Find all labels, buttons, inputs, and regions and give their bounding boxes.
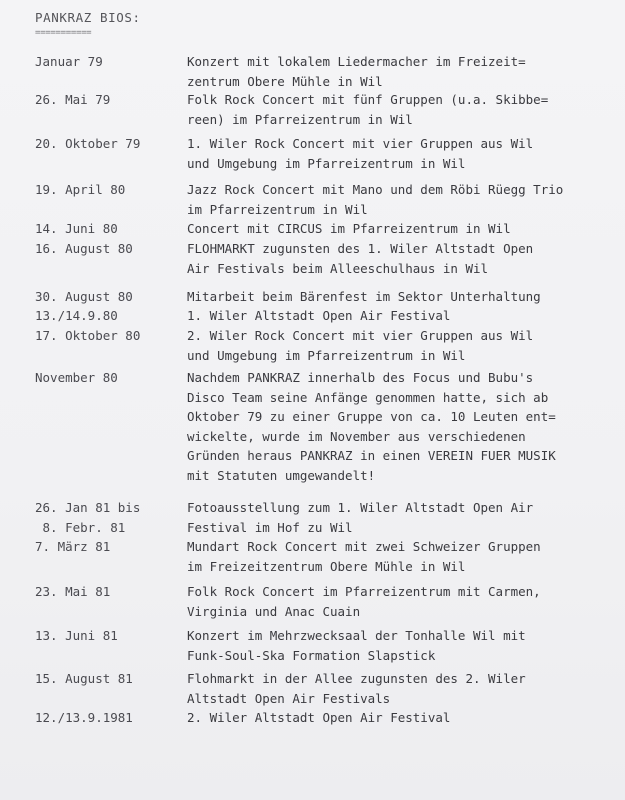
event-description	[187, 52, 607, 91]
event-description	[187, 219, 607, 239]
event-description	[187, 239, 607, 278]
event-description	[187, 368, 607, 485]
event-description-line: 2. Wiler Rock Concert mit vier Gruppen aus Wil	[187, 328, 534, 343]
event-description-line: Mundart Rock Concert mit zwei Schweizer Gruppen	[187, 539, 541, 554]
event-description	[187, 537, 607, 576]
event-description	[187, 498, 607, 537]
event-date-line: 13./14.9.80	[35, 308, 118, 323]
event-description-line: Festival im Hof zu Wil	[187, 519, 353, 535]
event-date	[35, 582, 110, 602]
event-description	[187, 626, 607, 665]
event-description-line: 2. Wiler Altstadt Open Air Festival	[187, 710, 451, 725]
event-description-line: reen) im Pfarreizentrum in Wil	[187, 111, 413, 127]
event-description-line: Folk Rock Concert mit fünf Gruppen (u.a. Skibbe=	[187, 92, 549, 107]
event-description-line: Flohmarkt in der Allee zugunsten des 2. Wiler	[187, 671, 526, 686]
event-description-line: Folk Rock Concert im Pfarreizentrum mit Carmen,	[187, 584, 541, 599]
event-description	[187, 582, 607, 621]
event-date	[35, 306, 118, 326]
event-date	[35, 52, 103, 72]
event-date	[35, 326, 140, 346]
event-description-line: mit Statuten umgewandelt!	[187, 467, 376, 483]
document-title: PANKRAZ BIOS:	[35, 10, 141, 25]
event-description-line: und Umgebung im Pfarreizentrum in Wil	[187, 347, 466, 363]
event-date	[35, 134, 140, 154]
event-description-line: im Pfarreizentrum in Wil	[187, 201, 368, 217]
event-description	[187, 306, 607, 326]
event-description-line: Gründen heraus PANKRAZ in einen VEREIN FUER MUSIK	[187, 448, 556, 463]
event-description-line: Funk-Soul-Ska Formation Slapstick	[187, 647, 436, 663]
title-underline: ===========	[35, 28, 92, 38]
event-description-line: Altstadt Open Air Festivals	[187, 690, 391, 706]
event-description-line: Oktober 79 zu einer Gruppe von ca. 10 Leuten ent=	[187, 409, 556, 424]
event-date	[35, 626, 118, 646]
event-description	[187, 326, 607, 365]
event-description-line: Konzert im Mehrzwecksaal der Tonhalle Wil mit	[187, 628, 526, 643]
event-description	[187, 287, 607, 307]
event-description-line: Nachdem PANKRAZ innerhalb des Focus und Bubu's	[187, 370, 534, 385]
event-description-line: 1. Wiler Altstadt Open Air Festival	[187, 308, 451, 323]
event-description-line: Concert mit CIRCUS im Pfarreizentrum in Wil	[187, 221, 511, 236]
event-date-line: 8. Febr. 81	[35, 519, 126, 535]
event-description-line: Fotoausstellung zum 1. Wiler Altstadt Open Air	[187, 500, 534, 515]
event-date	[35, 669, 133, 689]
event-date-line: 23. Mai 81	[35, 584, 111, 599]
event-date-line: 14. Juni 80	[35, 221, 118, 236]
event-date	[35, 90, 110, 110]
event-date	[35, 239, 133, 259]
event-description-line: Mitarbeit beim Bärenfest im Sektor Unterhaltung	[187, 289, 541, 304]
event-description-line: zentrum Obere Mühle in Wil	[187, 73, 383, 89]
event-description-line: Konzert mit lokalem Liedermacher im Freizeit=	[187, 54, 526, 69]
event-date	[35, 368, 118, 388]
event-date-line: Januar 79	[35, 54, 103, 69]
event-date-line: 12./13.9.1981	[35, 710, 133, 725]
event-date	[35, 287, 133, 307]
event-description-line: im Freizeitzentrum Obere Mühle in Wil	[187, 558, 466, 574]
event-description	[187, 180, 607, 219]
event-date	[35, 498, 140, 537]
event-date-line: 17. Oktober 80	[35, 328, 141, 343]
event-description-line: Jazz Rock Concert mit Mano und dem Röbi Rüegg Trio	[187, 182, 564, 197]
event-date	[35, 219, 118, 239]
event-date	[35, 180, 125, 200]
event-date-line: 26. Mai 79	[35, 92, 111, 107]
event-date-line: 30. August 80	[35, 289, 133, 304]
event-description-line: Air Festivals beim Alleeschulhaus in Wil	[187, 260, 489, 276]
event-description-line: und Umgebung im Pfarreizentrum in Wil	[187, 155, 466, 171]
event-description-line: Virginia und Anac Cuain	[187, 603, 361, 619]
event-date-line: 26. Jan 81 bis	[35, 500, 141, 515]
event-date-line: 20. Oktober 79	[35, 136, 141, 151]
event-description-line: FLOHMARKT zugunsten des 1. Wiler Altstadt Open	[187, 241, 534, 256]
event-date-line: 19. April 80	[35, 182, 126, 197]
event-date	[35, 537, 110, 557]
event-date-line: 7. März 81	[35, 539, 111, 554]
event-description	[187, 134, 607, 173]
event-date-line: November 80	[35, 370, 118, 385]
event-date-line: 15. August 81	[35, 671, 133, 686]
event-description	[187, 90, 607, 129]
event-description	[187, 669, 607, 708]
event-description-line: wickelte, wurde im November aus verschiedenen	[187, 428, 526, 444]
event-date-line: 16. August 80	[35, 241, 133, 256]
event-description	[187, 708, 607, 728]
event-description-line: 1. Wiler Rock Concert mit vier Gruppen aus Wil	[187, 136, 534, 151]
event-date	[35, 708, 133, 728]
event-date-line: 13. Juni 81	[35, 628, 118, 643]
event-description-line: Disco Team seine Anfänge genommen hatte, sich ab	[187, 389, 549, 405]
